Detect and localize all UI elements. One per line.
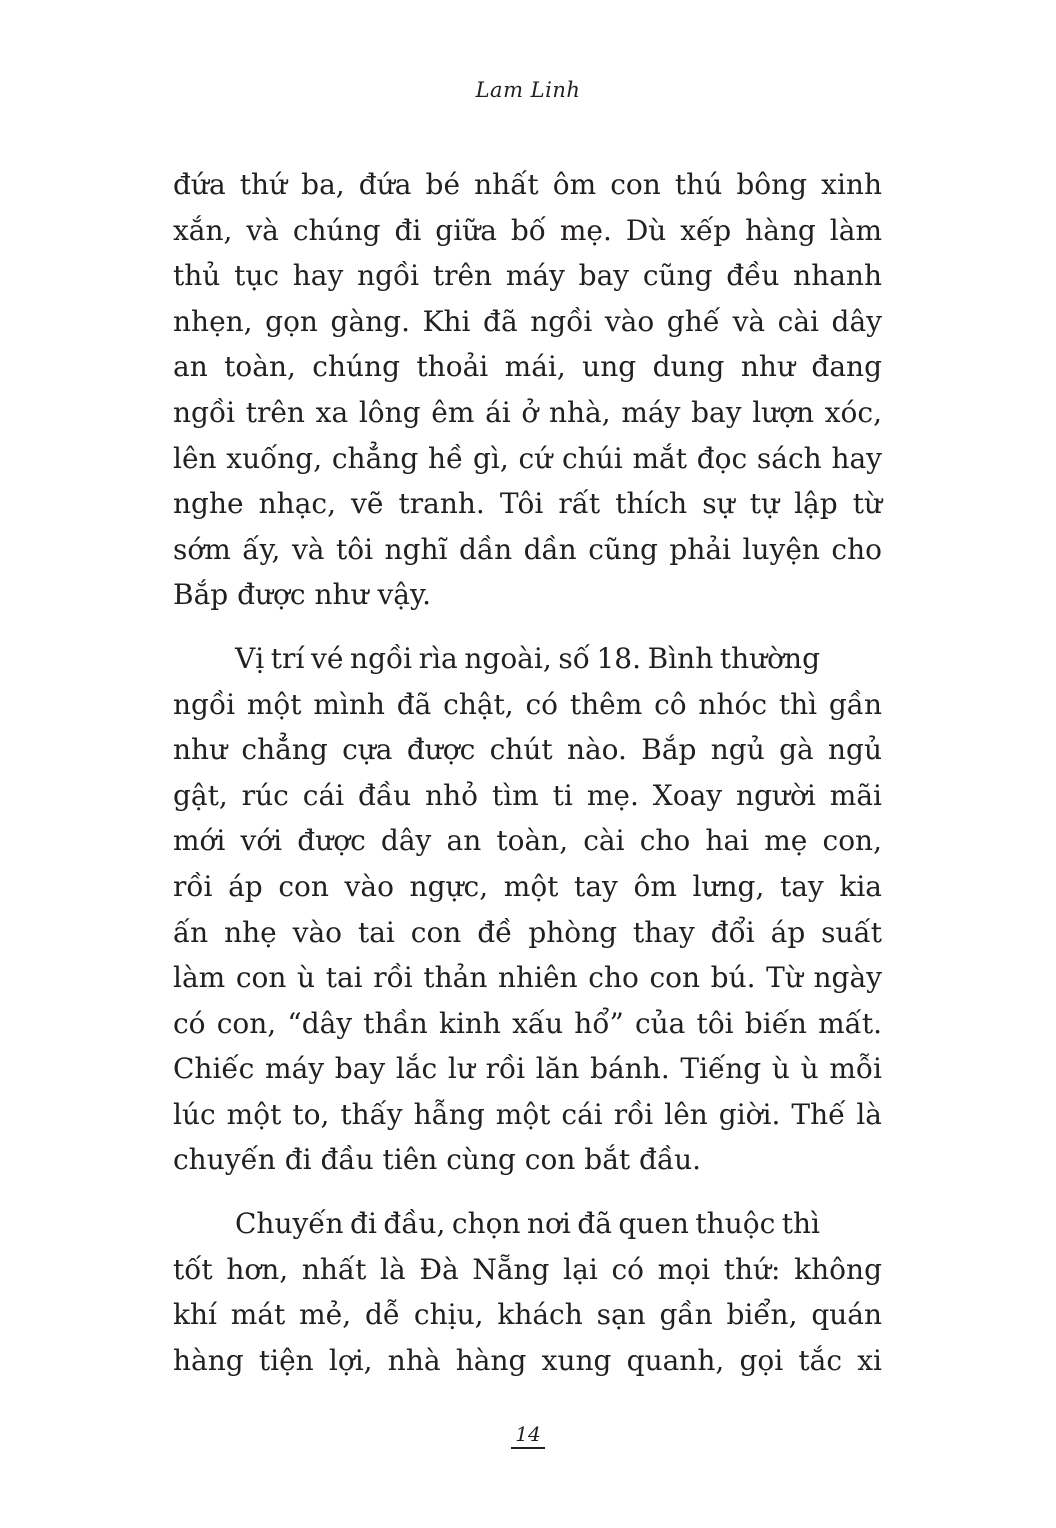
text-line: ngồi một mình đã chật, có thêm cô nhóc thì gần — [173, 687, 882, 721]
text-line: xắn, và chúng đi giữa bố mẹ. Dù xếp hàng làm — [173, 213, 882, 247]
text-line: an toàn, chúng thoải mái, ung dung như đang — [173, 350, 882, 384]
paragraph — [173, 162, 882, 618]
text-line: như chẳng cựa được chút nào. Bắp ngủ gà ngủ — [173, 733, 882, 767]
text-line: Vị trí vé ngồi rìa ngoài, số 18. Bình thường — [235, 641, 820, 675]
page-number — [0, 1422, 1056, 1446]
text-line: có con, “dây thần kinh xấu hổ” của tôi biến mất. — [173, 1006, 882, 1040]
text-line: đứa thứ ba, đứa bé nhất ôm con thú bông xinh — [173, 168, 882, 201]
text-line: làm con ù tai rồi thản nhiên cho con bú. Từ ngày — [173, 961, 882, 995]
text-line: khí mát mẻ, dễ chịu, khách sạn gần biển, quán — [173, 1298, 882, 1332]
text-line: ấn nhẹ vào tai con đề phòng thay đổi áp suất — [173, 915, 882, 949]
body-text — [173, 162, 882, 1383]
text-line: mới với được dây an toàn, cài cho hai mẹ con, — [173, 824, 882, 858]
text-line: nhẹn, gọn gàng. Khi đã ngồi vào ghế và cài dây — [173, 304, 882, 338]
text-line: chuyến đi đầu tiên cùng con bắt đầu. — [173, 1143, 702, 1177]
text-line: Chiếc máy bay lắc lư rồi lăn bánh. Tiếng ù ù mỗi — [173, 1052, 882, 1086]
text-line: Chuyến đi đầu, chọn nơi đã quen thuộc thì — [235, 1207, 820, 1241]
running-header — [0, 78, 1056, 102]
page-number-value: 14 — [511, 1422, 544, 1449]
text-line: Bắp được như vậy. — [173, 578, 432, 612]
text-line: nghe nhạc, vẽ tranh. Tôi rất thích sự tự lập từ — [173, 487, 882, 521]
text-line: rồi áp con vào ngực, một tay ôm lưng, tay kia — [173, 869, 882, 903]
text-line: gật, rúc cái đầu nhỏ tìm ti mẹ. Xoay người mãi — [173, 778, 882, 812]
text-line: hàng tiện lợi, nhà hàng xung quanh, gọi tắc xi — [173, 1343, 882, 1377]
author-name: Lam Linh — [475, 78, 581, 102]
paragraph — [173, 1201, 882, 1383]
paragraph — [173, 636, 882, 1183]
text-line: thủ tục hay ngồi trên máy bay cũng đều nhanh — [173, 259, 882, 293]
text-line: lúc một to, thấy hẫng một cái rồi lên giời. Thế là — [173, 1097, 882, 1131]
text-line: tốt hơn, nhất là Đà Nẵng lại có mọi thứ: không — [173, 1252, 882, 1286]
text-line: sớm ấy, và tôi nghĩ dần dần cũng phải luyện cho — [173, 532, 882, 566]
text-line: lên xuống, chẳng hề gì, cứ chúi mắt đọc sách hay — [173, 441, 882, 475]
text-line: ngồi trên xa lông êm ái ở nhà, máy bay lượn xóc, — [173, 395, 882, 429]
